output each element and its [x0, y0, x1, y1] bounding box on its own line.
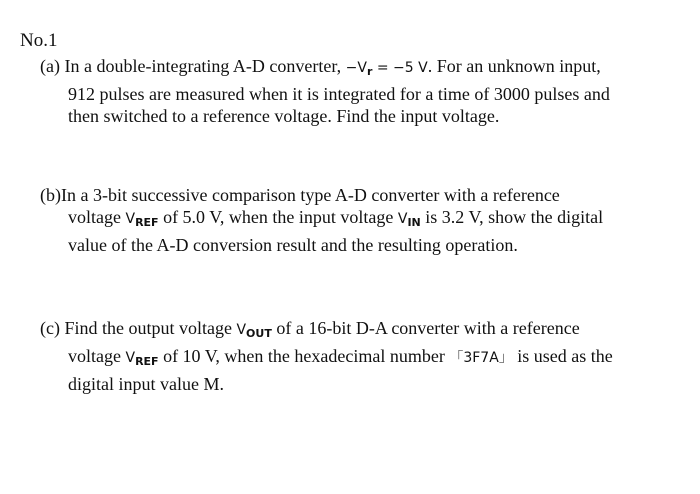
- problem-b-line-3: value of the A-D conversion result and the resulting operation.: [68, 235, 518, 255]
- problem-c-text-2a: voltage: [68, 346, 126, 366]
- problem-b-label: (b): [40, 185, 61, 205]
- problem-b-text-2c: is 3.2 V, show the digital: [420, 207, 604, 227]
- problem-c: [40, 317, 680, 395]
- problem-c-vout-symbol: V: [236, 322, 247, 338]
- problem-b-text: In a 3-bit successive comparison type A-D converter with a reference: [61, 185, 560, 205]
- problem-c-vout-subscript: OUT: [246, 327, 272, 340]
- problem-c-label: (c): [40, 318, 60, 338]
- problem-a: [40, 55, 680, 127]
- problem-a-line-1: [40, 55, 680, 83]
- problem-a-vr-symbol: −V: [345, 60, 367, 76]
- problem-c-vref-symbol: V: [125, 350, 136, 366]
- problem-a-vr-value: = −5 V: [372, 60, 428, 76]
- problem-c-text-2b: of 10 V, when the hexadecimal number: [158, 346, 450, 366]
- problem-c-text-1b: of a 16-bit D-A converter with a reference: [271, 318, 580, 338]
- problem-c-line-1: [40, 317, 680, 345]
- problem-b-text-2b: of 5.0 V, when the input voltage: [158, 207, 398, 227]
- problem-c-vref-subscript: REF: [135, 355, 159, 368]
- problem-a-line-3: then switched to a reference voltage. Find the input voltage.: [68, 106, 500, 126]
- problem-c-text-1a: Find the output voltage: [64, 318, 237, 338]
- problem-b-line-2: [40, 206, 680, 234]
- problem-b-text-2a: voltage: [68, 207, 126, 227]
- problem-a-label: (a): [40, 56, 60, 76]
- problem-b-vref-subscript: REF: [135, 216, 159, 229]
- problem-a-text-end: . For an unknown input,: [427, 56, 601, 76]
- problem-c-hex-value: 「3F7A」: [449, 350, 513, 366]
- problem-b-vin-subscript: IN: [407, 216, 421, 229]
- problem-c-line-3: digital input value M.: [68, 374, 224, 394]
- problem-c-line-2: [40, 345, 680, 373]
- problem-b-vin-symbol: V: [397, 211, 408, 227]
- problem-b: [40, 184, 680, 256]
- problem-a-vr-subscript: r: [366, 65, 373, 78]
- problem-c-text-2c: is used as the: [512, 346, 613, 366]
- problem-b-line-1: [40, 184, 680, 206]
- document-heading: No.1: [20, 30, 58, 51]
- problem-a-line-2: 912 pulses are measured when it is integrated for a time of 3000 pulses and: [68, 84, 610, 104]
- problem-b-vref-symbol: V: [125, 211, 136, 227]
- problem-a-text: In a double-integrating A-D converter,: [64, 56, 346, 76]
